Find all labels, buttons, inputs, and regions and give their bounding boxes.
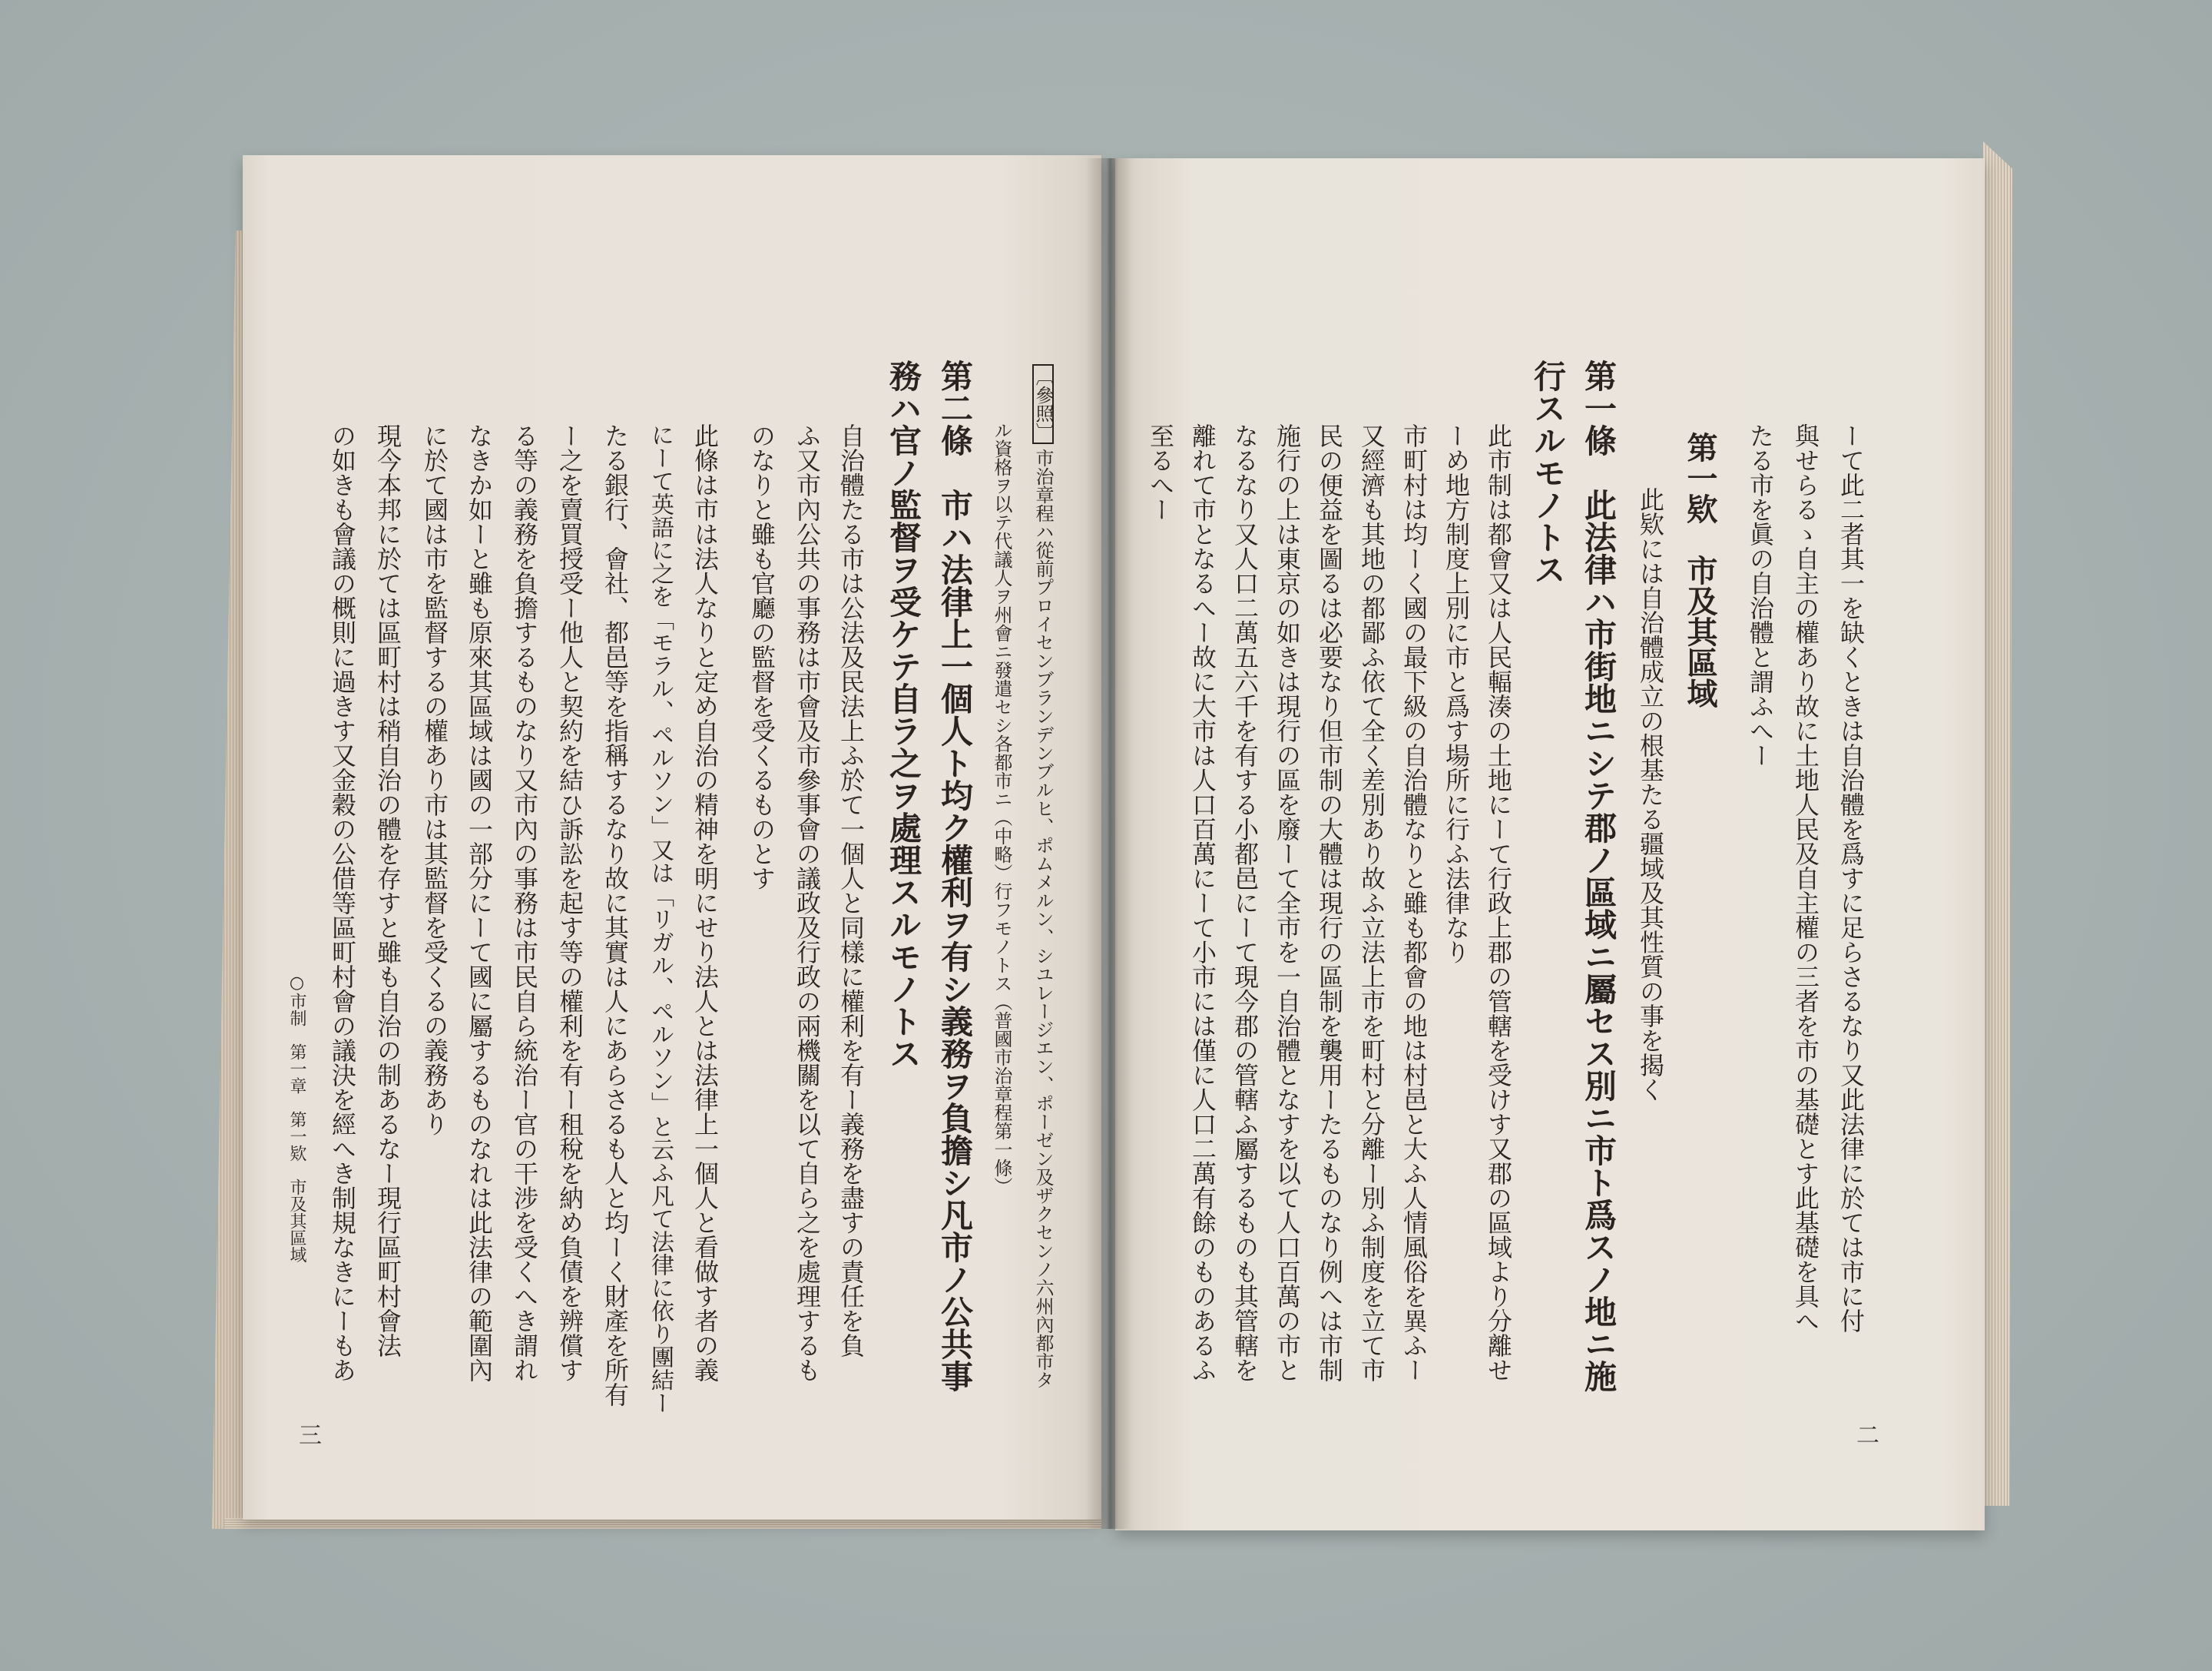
running-head: ○市制 第一章 第一欵 市及其區域 [287, 973, 306, 1263]
commentary-column: ーめ地方制度上別に市と爲す場所に行ふ法律なり [1442, 423, 1471, 964]
commentary-column: 施行の上は東京の如きは現行の區を廢ーて全市を一自治體となすを以て人口百萬の市と [1273, 423, 1302, 1382]
text-column: ーて此二者其一を缺くときは自治體を爲すに足らさるなり又此法律に於ては市に付 [1836, 423, 1866, 1333]
gutter-shadow [1086, 158, 1132, 1529]
commentary-column: 此條は市は法人なりと定め自治の精神を明にせり法人とは法律上一個人と看做す者の義 [690, 423, 720, 1382]
reference-note-text: 市治章程ハ從前プロイセンブランデンブルヒ、ポムメルン、シユレージエン、ポーゼン及ザクセンノ六州內都市タ [1032, 449, 1054, 1389]
commentary-column: に於て國は市を監督するの權あり市は其監督を受くるの義務あり [420, 423, 449, 1136]
section-summary: 此欵には自治體成立の根基たる疆域及其性質の事を揭く [1636, 487, 1665, 1102]
commentary-column: のなりと雖も官廳の監督を受くるものとす [747, 423, 777, 890]
commentary-column: る等の義務を負擔するものなり又市內の事務は市民自ら統治ー官の干涉を受くへき謂れ [510, 423, 539, 1382]
right-page-edges [1983, 141, 2012, 1506]
text-column: 與せらるゝ自主の權あり故に土地人民及自主權の三者を市の基礎とす此基礎を具へ [1791, 423, 1820, 1333]
commentary-column: なきか如ーと雖も原來其區域は國の一部分にーて國に屬するものなれは此法律の範圍內 [465, 423, 494, 1382]
article-text: 務ハ官ノ監督ヲ受ケテ自ラ之ヲ處理スルモノトス [885, 360, 922, 1069]
section-heading: 第一欵 市及其區域 [1682, 432, 1718, 708]
commentary-column: たる銀行、會社、都邑等を指稱するなり故に其實は人にあらさるも人と均ーく財產を所有 [601, 423, 630, 1407]
commentary-column: 自治體たる市は公法及民法上ふ於て一個人と同樣に權利を有ー義務を盡すの責任を負 [836, 423, 866, 1358]
commentary-column: 至るへー [1146, 423, 1175, 522]
commentary-column: の如きも會議の概則に過きす又金穀の公借等區町村會の議決を經へき制規なきにーもあ [328, 423, 357, 1382]
commentary-column: 民の便益を圖るは必要なり但市制の大體は現行の區制を襲用ーたるものなり例へは市制 [1315, 423, 1344, 1382]
article-text: 第二條 市ハ法律上一個人ト均ク權利ヲ有シ義務ヲ負擔シ凡市ノ公共事 [936, 360, 974, 1392]
commentary-column: 又經濟も其地の都鄙ふ依て全く差別あり故ふ立法上市を町村と分離ー別ふ制度を立て市 [1357, 423, 1386, 1382]
commentary-column: にーて英語に之を「モラル、ペルソン」又は「リガル、ペルソン」と云ふ凡て法律に依り團結ー [647, 423, 674, 1414]
article-text: 行スルモノトス [1529, 360, 1567, 585]
commentary-column: ふ又市內公共の事務は市會及市參事會の議政及行政の兩機關を以て自ら之を處理するも [793, 423, 822, 1382]
left-page-edges [212, 230, 246, 1529]
commentary-column: 離れて市となるへー故に大市は人口百萬にーて小市には僅に人口二萬有餘のものあるふ [1188, 423, 1217, 1382]
commentary-column: 此市制は都會又は人民輻湊の土地にーて行政上郡の管轄を受けす又郡の區域より分離せ [1484, 423, 1513, 1382]
commentary-column: なるなり又人口二萬五六千を有する小都邑にーて現今郡の管轄ふ屬するものも其管轄を [1230, 423, 1260, 1382]
page-number: 二 [1852, 1423, 1879, 1446]
page-number: 三 [294, 1423, 321, 1446]
text-column: たる市を眞の自治體と謂ふへー [1746, 423, 1775, 768]
reference-note [1032, 364, 1054, 1389]
bottom-page-edges [224, 1518, 1101, 1529]
commentary-column: 市町村は均ーく國の最下級の自治體なりと雖も都會の地は村邑と大ふ人情風俗を異ふー [1399, 423, 1429, 1382]
reference-note-text: ル資格ヲ以テ代議人ヲ州會ニ發遣セシ各都市ニ（中略）行フモノトス（普國市治章程第一條） [991, 421, 1012, 1195]
commentary-column: ー之を賣買授受ー他人と契約を結ひ訴訟を起す等の權利を有ー租稅を納め負債を辨償す [555, 423, 584, 1382]
reference-note-label: 〔參照〕 [1032, 364, 1054, 444]
commentary-column: 現今本邦に於ては區町村は稍自治の體を存すと雖も自治の制あるなー現行區町村會法 [373, 423, 402, 1358]
article-text: 第一條 此法律ハ市街地ニシテ郡ノ區域ニ屬セス別ニ市ト爲スノ地ニ施 [1580, 360, 1618, 1392]
